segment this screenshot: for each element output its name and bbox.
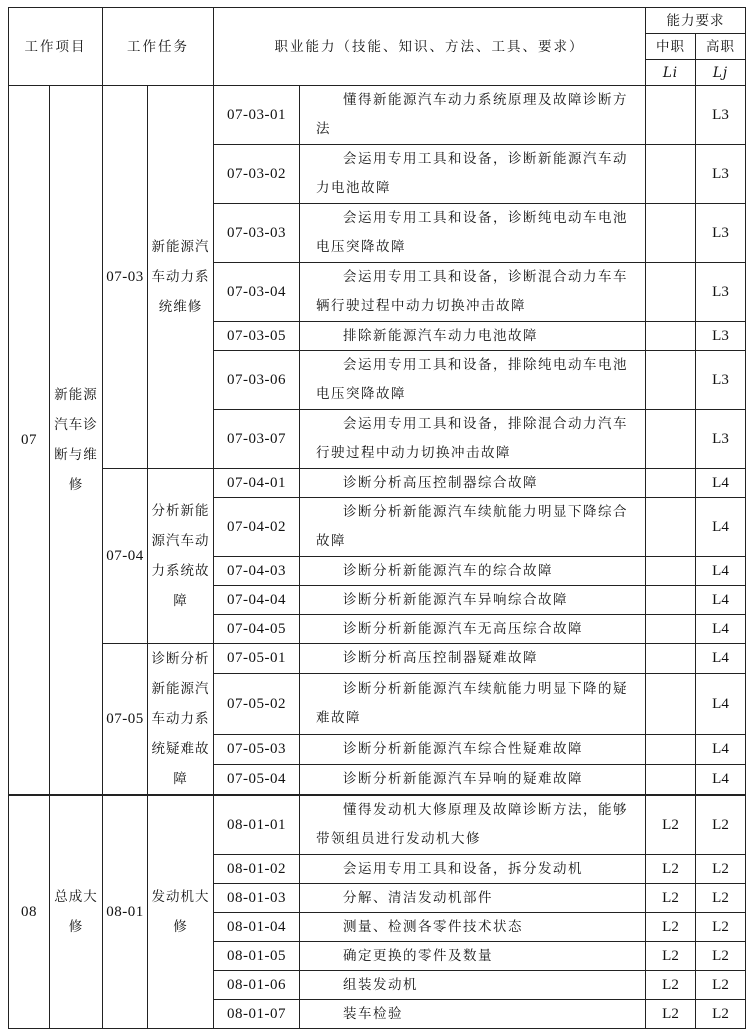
table-row xyxy=(9,86,746,145)
level-high: L4 xyxy=(696,764,746,795)
ability-description: 诊断分析新能源汽车续航能力明显下降综合故障 xyxy=(300,498,646,557)
group-name: 总成大修 xyxy=(50,795,103,1029)
ability-code: 07-03-03 xyxy=(214,204,300,263)
ability-description: 会运用专用工具和设备，拆分发动机 xyxy=(300,855,646,884)
level-high: L2 xyxy=(696,913,746,942)
task-name: 分析新能源汽车动力系统故障 xyxy=(148,469,214,644)
ability-description: 会运用专用工具和设备，诊断新能源汽车动力电池故障 xyxy=(300,145,646,204)
header-row-1 xyxy=(9,8,746,34)
ability-description: 会运用专用工具和设备，排除混合动力汽车行驶过程中动力切换冲击故障 xyxy=(300,410,646,469)
ability-code: 07-03-07 xyxy=(214,410,300,469)
task-code: 07-04 xyxy=(103,469,148,644)
ability-description: 懂得发动机大修原理及故障诊断方法，能够带领组员进行发动机大修 xyxy=(300,795,646,855)
ability-description: 测量、检测各零件技术状态 xyxy=(300,913,646,942)
ability-code: 07-04-04 xyxy=(214,586,300,615)
task-code: 07-05 xyxy=(103,644,148,796)
level-high: L4 xyxy=(696,615,746,644)
task-name: 诊断分析新能源汽车动力系统疑难故障 xyxy=(148,644,214,796)
ability-description: 诊断分析新能源汽车续航能力明显下降的疑难故障 xyxy=(300,673,646,734)
ability-code: 07-03-04 xyxy=(214,263,300,322)
level-high: L4 xyxy=(696,557,746,586)
level-high: L3 xyxy=(696,86,746,145)
level-high: L4 xyxy=(696,734,746,764)
level-mid: L2 xyxy=(646,884,696,913)
level-high: L2 xyxy=(696,971,746,1000)
level-high: L3 xyxy=(696,410,746,469)
header-requirement: 能力要求 xyxy=(646,8,746,34)
ability-description: 组装发动机 xyxy=(300,971,646,1000)
level-mid xyxy=(646,764,696,795)
ability-code: 07-04-01 xyxy=(214,469,300,498)
ability-code: 08-01-01 xyxy=(214,795,300,855)
ability-code: 07-05-04 xyxy=(214,764,300,795)
group-code: 07 xyxy=(9,86,50,796)
ability-description: 诊断分析新能源汽车异响综合故障 xyxy=(300,586,646,615)
level-mid: L2 xyxy=(646,971,696,1000)
level-high: L4 xyxy=(696,586,746,615)
ability-description: 诊断分析高压控制器综合故障 xyxy=(300,469,646,498)
ability-code: 08-01-07 xyxy=(214,1000,300,1029)
header-mid: 中职 xyxy=(646,34,696,60)
ability-code: 07-04-03 xyxy=(214,557,300,586)
group-code: 08 xyxy=(9,795,50,1029)
ability-code: 07-04-02 xyxy=(214,498,300,557)
task-code: 07-03 xyxy=(103,86,148,469)
ability-description: 排除新能源汽车动力电池故障 xyxy=(300,322,646,351)
ability-code: 07-03-02 xyxy=(214,145,300,204)
level-high: L2 xyxy=(696,884,746,913)
ability-description: 会运用专用工具和设备，排除纯电动车电池电压突降故障 xyxy=(300,351,646,410)
ability-code: 08-01-02 xyxy=(214,855,300,884)
task-name: 新能源汽车动力系统维修 xyxy=(148,86,214,469)
level-mid xyxy=(646,615,696,644)
level-mid: L2 xyxy=(646,1000,696,1029)
ability-code: 07-03-06 xyxy=(214,351,300,410)
level-mid xyxy=(646,734,696,764)
ability-code: 07-03-01 xyxy=(214,86,300,145)
level-high: L2 xyxy=(696,795,746,855)
level-mid xyxy=(646,263,696,322)
level-high: L4 xyxy=(696,673,746,734)
ability-description: 会运用专用工具和设备，诊断纯电动车电池电压突降故障 xyxy=(300,204,646,263)
ability-description: 确定更换的零件及数量 xyxy=(300,942,646,971)
level-high: L3 xyxy=(696,204,746,263)
level-mid: L2 xyxy=(646,795,696,855)
level-high: L3 xyxy=(696,322,746,351)
task-name: 发动机大修 xyxy=(148,795,214,1029)
ability-code: 08-01-06 xyxy=(214,971,300,1000)
level-mid xyxy=(646,86,696,145)
header-lj: Lj xyxy=(696,60,746,86)
ability-description: 诊断分析新能源汽车的综合故障 xyxy=(300,557,646,586)
table-row xyxy=(9,469,746,498)
level-mid xyxy=(646,673,696,734)
header-work-item: 工作项目 xyxy=(9,8,103,86)
header-li: Li xyxy=(646,60,696,86)
ability-description: 分解、清洁发动机部件 xyxy=(300,884,646,913)
level-high: L4 xyxy=(696,498,746,557)
level-high: L3 xyxy=(696,351,746,410)
ability-description: 诊断分析新能源汽车异响的疑难故障 xyxy=(300,764,646,795)
ability-code: 07-05-02 xyxy=(214,673,300,734)
level-high: L4 xyxy=(696,469,746,498)
ability-code: 07-05-01 xyxy=(214,644,300,674)
level-mid xyxy=(646,586,696,615)
ability-code: 07-04-05 xyxy=(214,615,300,644)
level-mid xyxy=(646,351,696,410)
level-mid: L2 xyxy=(646,942,696,971)
level-mid xyxy=(646,498,696,557)
level-mid xyxy=(646,557,696,586)
level-mid xyxy=(646,145,696,204)
ability-description: 会运用专用工具和设备，诊断混合动力车车辆行驶过程中动力切换冲击故障 xyxy=(300,263,646,322)
task-code: 08-01 xyxy=(103,795,148,1029)
level-high: L2 xyxy=(696,855,746,884)
level-mid: L2 xyxy=(646,855,696,884)
header-work-task: 工作任务 xyxy=(103,8,214,86)
header-high: 高职 xyxy=(696,34,746,60)
header-ability: 职业能力（技能、知识、方法、工具、要求） xyxy=(214,8,646,86)
table-row xyxy=(9,795,746,855)
ability-code: 07-03-05 xyxy=(214,322,300,351)
competency-table xyxy=(8,7,746,1029)
ability-description: 诊断分析新能源汽车无高压综合故障 xyxy=(300,615,646,644)
ability-code: 08-01-05 xyxy=(214,942,300,971)
level-mid xyxy=(646,410,696,469)
ability-description: 装车检验 xyxy=(300,1000,646,1029)
level-high: L3 xyxy=(696,145,746,204)
ability-code: 08-01-03 xyxy=(214,884,300,913)
level-mid xyxy=(646,469,696,498)
ability-description: 诊断分析高压控制器疑难故障 xyxy=(300,644,646,674)
ability-code: 07-05-03 xyxy=(214,734,300,764)
group-name: 新能源汽车诊断与维修 xyxy=(50,86,103,796)
level-high: L2 xyxy=(696,1000,746,1029)
ability-code: 08-01-04 xyxy=(214,913,300,942)
table-row xyxy=(9,644,746,674)
level-high: L3 xyxy=(696,263,746,322)
level-mid xyxy=(646,322,696,351)
ability-description: 诊断分析新能源汽车综合性疑难故障 xyxy=(300,734,646,764)
level-mid: L2 xyxy=(646,913,696,942)
level-mid xyxy=(646,204,696,263)
ability-description: 懂得新能源汽车动力系统原理及故障诊断方法 xyxy=(300,86,646,145)
level-high: L2 xyxy=(696,942,746,971)
level-mid xyxy=(646,644,696,674)
level-high: L4 xyxy=(696,644,746,674)
